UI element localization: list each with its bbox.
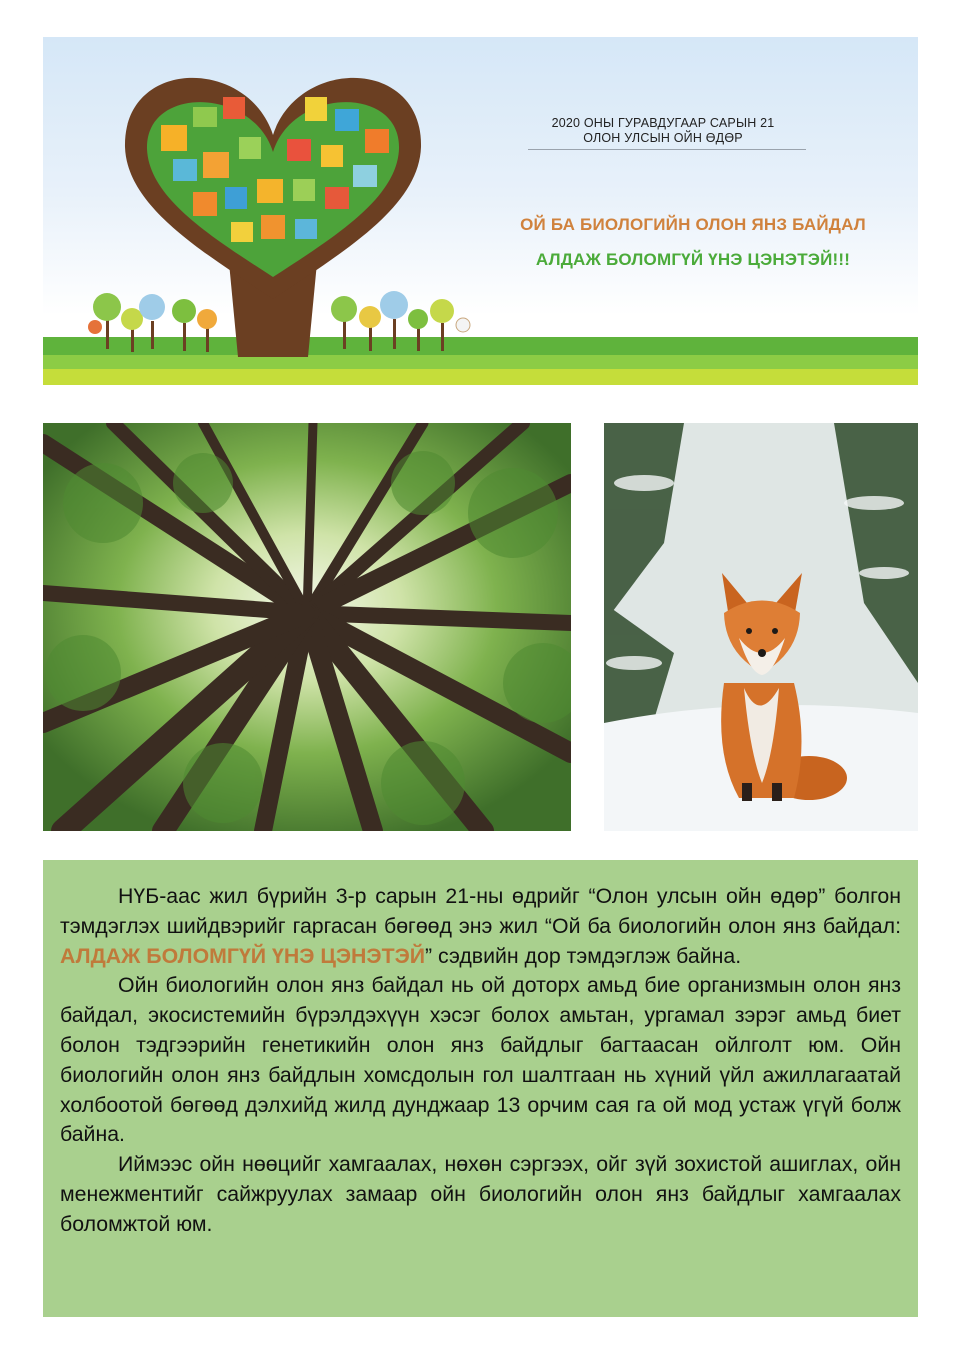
paragraph-1 xyxy=(60,882,901,971)
divider xyxy=(528,149,806,150)
paragraph-1-text-b: ” сэдвийн дор тэмдэглэж байна. xyxy=(425,943,742,968)
banner-headline: ОЙ БА БИОЛОГИЙН ОЛОН ЯНЗ БАЙДАЛ xyxy=(520,215,866,234)
article-text-box xyxy=(43,860,918,1317)
event-name: ОЛОН УЛСЫН ОЙН ӨДӨР xyxy=(583,131,743,145)
banner-subheadline: АЛДАЖ БОЛОМГҮЙ ҮНЭ ЦЭНЭТЭЙ!!! xyxy=(535,250,851,269)
header-banner xyxy=(43,37,918,385)
paragraph-3: Иймээс ойн нөөцийг хамгаалах, нөхөн сэргээх, ойг зүй зохистой ашиглах, ойн менежментийг сайжруулах замаар ойн биологийн олон янз байдлыг хамгаалах боломжтой юм. xyxy=(60,1152,901,1236)
red-fox-in-snow-photo xyxy=(604,423,918,831)
paragraph-1-highlight: АЛДАЖ БОЛОМГҮЙ ҮНЭ ЦЭНЭТЭЙ xyxy=(60,943,426,968)
paragraph-1-text-a: НҮБ-аас жил бүрийн 3-р сарын 21-ны өдрийг “Олон улсын ойн өдөр” болгон тэмдэглэх шийдвэрийг гаргасан бөгөөд энэ жил “Ой ба биологийн олон янз байдал: xyxy=(60,884,901,938)
heart-tree-illustration xyxy=(43,37,918,385)
event-date: 2020 ОНЫ ГУРАВДУГААР САРЫН 21 xyxy=(551,116,775,130)
paragraph-2: Ойн биологийн олон янз байдал нь ой доторх амьд бие организмын олон янз байдал, экосистемийн бүрэлдэхүүн хэсэг болох амьтан, ургамал зэрэг амьд биет болон тэдгээрийн генетикийн олон янз байдлыг багтаасан ойлголт юм. Ойн биологийн олон янз байдлын хомсдолын гол шалтгаан нь хүний үйл ажиллагаатай холбоотой бөгөөд дэлхийд жилд дунджаар 13 орчим сая га ой мод устаж үгүй болж байна. xyxy=(60,973,901,1147)
forest-canopy-photo xyxy=(43,423,571,831)
